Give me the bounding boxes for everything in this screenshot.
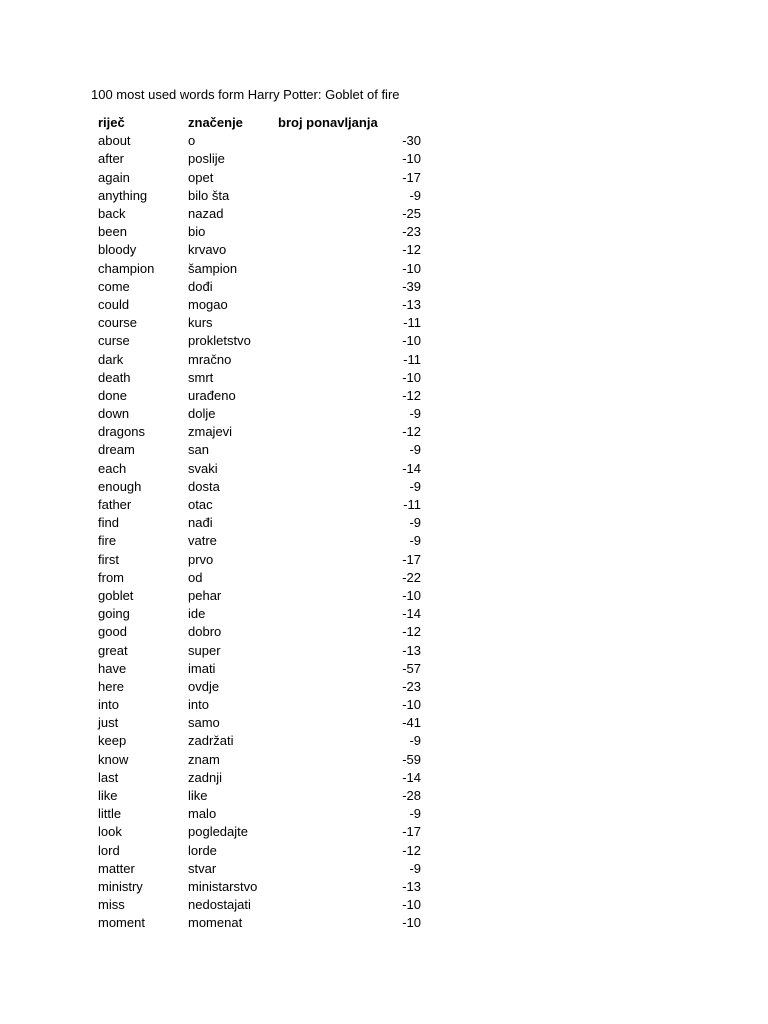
count-cell: -25	[402, 206, 421, 222]
table-row	[98, 150, 421, 168]
count-cell: -13	[402, 878, 421, 894]
word-cell: done	[98, 387, 127, 403]
word-cell: each	[98, 460, 127, 476]
meaning-cell: zadržati	[188, 733, 234, 749]
count-cell: -30	[402, 133, 421, 149]
meaning-cell: pogledajte	[188, 824, 248, 840]
word-cell: just	[98, 715, 119, 731]
meaning-cell: svaki	[188, 460, 218, 476]
count-cell: -13	[402, 642, 421, 658]
word-cell: ministry	[98, 878, 143, 894]
meaning-cell: stvar	[188, 860, 217, 876]
meaning-cell: bio	[188, 224, 206, 240]
count-cell: -14	[402, 606, 421, 622]
word-cell: little	[98, 806, 122, 822]
word-cell: come	[98, 278, 130, 294]
meaning-cell: šampion	[188, 260, 238, 276]
count-cell: -14	[402, 769, 421, 785]
table-row	[98, 696, 421, 714]
table-row	[98, 660, 421, 678]
document-title: 100 most used words form Harry Potter: Goblet of fire	[91, 87, 400, 102]
count-cell: -23	[402, 678, 421, 694]
table-row	[98, 914, 421, 932]
count-cell: -11	[403, 497, 421, 513]
meaning-cell: mračno	[188, 351, 232, 367]
meaning-cell: mogao	[188, 296, 228, 312]
count-cell: -10	[402, 369, 421, 385]
word-cell: find	[98, 515, 119, 531]
meaning-cell: dođi	[188, 278, 213, 294]
table-row	[98, 896, 421, 914]
meaning-cell: opet	[188, 169, 214, 185]
count-cell: -23	[402, 224, 421, 240]
meaning-cell: nađi	[188, 515, 213, 531]
word-cell: into	[98, 697, 119, 713]
count-cell: -41	[402, 715, 421, 731]
table-row	[98, 223, 421, 241]
count-cell: -9	[409, 733, 421, 749]
count-cell: -10	[402, 333, 421, 349]
word-cell: enough	[98, 478, 142, 494]
word-cell: from	[98, 569, 124, 585]
count-cell: -57	[402, 660, 421, 676]
meaning-cell: bilo šta	[188, 187, 230, 203]
meaning-cell: ministarstvo	[188, 878, 258, 894]
table-row	[98, 441, 421, 459]
meaning-cell: super	[188, 642, 221, 658]
meaning-cell: dobro	[188, 624, 222, 640]
header-word: riječ	[98, 115, 125, 131]
count-cell: -10	[402, 260, 421, 276]
count-cell: -9	[409, 187, 421, 203]
meaning-cell: malo	[188, 806, 217, 822]
table-row	[98, 769, 421, 787]
word-cell: down	[98, 406, 130, 422]
meaning-cell: smrt	[188, 369, 214, 385]
table-row	[98, 169, 421, 187]
meaning-cell: ide	[188, 606, 206, 622]
word-cell: curse	[98, 333, 130, 349]
word-cell: father	[98, 497, 132, 513]
count-cell: -12	[402, 387, 421, 403]
table-row	[98, 551, 421, 569]
table-row	[98, 350, 421, 368]
meaning-cell: prokletstvo	[188, 333, 251, 349]
table-row	[98, 678, 421, 696]
table-row	[98, 532, 421, 550]
meaning-cell: znam	[188, 751, 220, 767]
table-row	[98, 478, 421, 496]
table-row	[98, 496, 421, 514]
table-body	[98, 132, 421, 932]
table-row	[98, 369, 421, 387]
meaning-cell: pehar	[188, 587, 222, 603]
count-cell: -12	[402, 842, 421, 858]
word-cell: first	[98, 551, 119, 567]
count-cell: -17	[402, 169, 421, 185]
count-cell: -10	[402, 915, 421, 931]
count-cell: -12	[402, 424, 421, 440]
meaning-cell: momenat	[188, 915, 243, 931]
count-cell: -12	[402, 242, 421, 258]
count-cell: -39	[402, 278, 421, 294]
word-cell: fire	[98, 533, 117, 549]
table-header-row	[98, 114, 421, 132]
meaning-cell: od	[188, 569, 203, 585]
table-row	[98, 878, 421, 896]
meaning-cell: lorde	[188, 842, 217, 858]
meaning-cell: zmajevi	[188, 424, 233, 440]
meaning-cell: dosta	[188, 478, 220, 494]
word-cell: about	[98, 133, 131, 149]
meaning-cell: samo	[188, 715, 220, 731]
table-row	[98, 278, 421, 296]
meaning-cell: kurs	[188, 315, 213, 331]
count-cell: -22	[402, 569, 421, 585]
table-row	[98, 332, 421, 350]
count-cell: -10	[402, 151, 421, 167]
word-cell: dark	[98, 351, 124, 367]
header-meaning: značenje	[188, 115, 243, 131]
table-row	[98, 241, 421, 259]
word-cell: here	[98, 678, 125, 694]
meaning-cell: imati	[188, 660, 216, 676]
word-cell: keep	[98, 733, 127, 749]
table-row	[98, 460, 421, 478]
count-cell: -9	[409, 860, 421, 876]
table-row	[98, 514, 421, 532]
meaning-cell: like	[188, 788, 208, 804]
word-cell: last	[98, 769, 119, 785]
table-row	[98, 387, 421, 405]
count-cell: -17	[402, 551, 421, 567]
table-row	[98, 805, 421, 823]
count-cell: -28	[402, 788, 421, 804]
meaning-cell: into	[188, 697, 209, 713]
table-row	[98, 823, 421, 841]
word-cell: anything	[98, 187, 148, 203]
count-cell: -13	[402, 296, 421, 312]
meaning-cell: dolje	[188, 406, 216, 422]
table-row	[98, 569, 421, 587]
table-row	[98, 641, 421, 659]
table-row	[98, 314, 421, 332]
word-cell: good	[98, 624, 127, 640]
meaning-cell: vatre	[188, 533, 217, 549]
count-cell: -59	[402, 751, 421, 767]
meaning-cell: otac	[188, 497, 213, 513]
table-row	[98, 860, 421, 878]
table-row	[98, 296, 421, 314]
count-cell: -10	[402, 697, 421, 713]
word-cell: been	[98, 224, 127, 240]
word-cell: champion	[98, 260, 155, 276]
word-cell: again	[98, 169, 130, 185]
table-row	[98, 260, 421, 278]
table-row	[98, 842, 421, 860]
word-cell: after	[98, 151, 125, 167]
word-frequency-table	[98, 114, 421, 932]
count-cell: -9	[409, 478, 421, 494]
word-cell: lord	[98, 842, 120, 858]
table-row	[98, 405, 421, 423]
count-cell: -11	[403, 351, 421, 367]
meaning-cell: prvo	[188, 551, 214, 567]
word-cell: could	[98, 296, 130, 312]
word-cell: dragons	[98, 424, 145, 440]
word-cell: going	[98, 606, 130, 622]
meaning-cell: ovdje	[188, 678, 220, 694]
count-cell: -10	[402, 897, 421, 913]
table-row	[98, 587, 421, 605]
table-row	[98, 423, 421, 441]
word-cell: have	[98, 660, 127, 676]
meaning-cell: zadnji	[188, 769, 222, 785]
meaning-cell: poslije	[188, 151, 225, 167]
word-cell: like	[98, 788, 118, 804]
word-cell: moment	[98, 915, 145, 931]
count-cell: -12	[402, 624, 421, 640]
count-cell: -14	[402, 460, 421, 476]
word-cell: great	[98, 642, 128, 658]
count-cell: -9	[409, 442, 421, 458]
meaning-cell: san	[188, 442, 209, 458]
word-cell: look	[98, 824, 122, 840]
table-row	[98, 714, 421, 732]
count-cell: -17	[402, 824, 421, 840]
count-cell: -9	[409, 533, 421, 549]
table-row	[98, 623, 421, 641]
meaning-cell: krvavo	[188, 242, 227, 258]
count-cell: -9	[409, 406, 421, 422]
word-cell: back	[98, 206, 126, 222]
word-cell: bloody	[98, 242, 137, 258]
table-row	[98, 132, 421, 150]
word-cell: goblet	[98, 587, 134, 603]
word-cell: course	[98, 315, 138, 331]
table-row	[98, 751, 421, 769]
count-cell: -9	[409, 806, 421, 822]
word-cell: death	[98, 369, 131, 385]
meaning-cell: nazad	[188, 206, 224, 222]
table-row	[98, 605, 421, 623]
word-cell: dream	[98, 442, 135, 458]
count-cell: -9	[409, 515, 421, 531]
word-cell: matter	[98, 860, 135, 876]
table-row	[98, 787, 421, 805]
word-cell: know	[98, 751, 129, 767]
table-row	[98, 732, 421, 750]
meaning-cell: nedostajati	[188, 897, 251, 913]
count-cell: -10	[402, 587, 421, 603]
meaning-cell: o	[188, 133, 196, 149]
word-cell: miss	[98, 897, 125, 913]
count-cell: -11	[403, 315, 421, 331]
header-count: broj ponavljanja	[278, 115, 378, 131]
table-row	[98, 205, 421, 223]
meaning-cell: urađeno	[188, 387, 236, 403]
table-row	[98, 187, 421, 205]
